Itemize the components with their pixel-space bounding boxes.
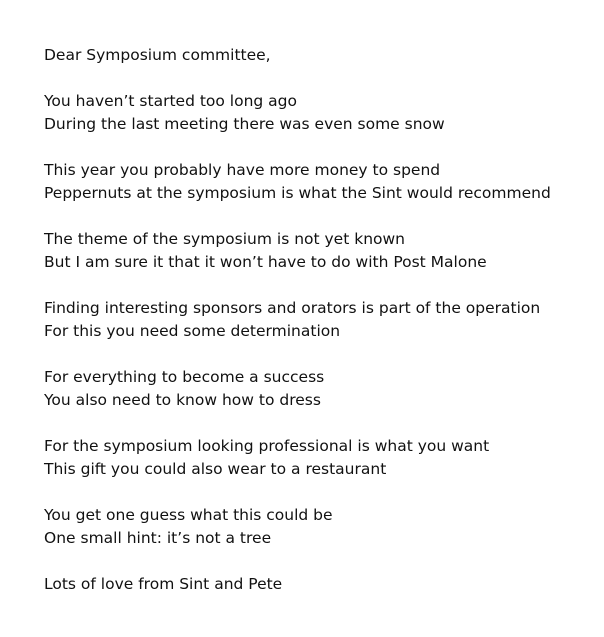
poem-line: For this you need some determination	[44, 322, 341, 340]
poem-line: You get one guess what this could be	[44, 506, 333, 524]
stanza-1	[44, 90, 596, 136]
poem-line: For everything to become a success	[44, 368, 325, 386]
poem-line: The theme of the symposium is not yet known	[44, 230, 406, 248]
poem-line: One small hint: it’s not a tree	[44, 529, 272, 547]
greeting-block	[44, 44, 596, 67]
poem-line: You also need to know how to dress	[44, 391, 321, 409]
poem-line: This year you probably have more money to spend	[44, 161, 441, 179]
poem-letter	[44, 44, 596, 596]
stanza-7	[44, 504, 596, 550]
stanza-2	[44, 159, 596, 205]
poem-line: You haven’t started too long ago	[44, 92, 298, 110]
stanza-6	[44, 435, 596, 481]
closing-block	[44, 573, 596, 596]
poem-line: This gift you could also wear to a restaurant	[44, 460, 387, 478]
stanza-4	[44, 297, 596, 343]
closing: Lots of love from Sint and Pete	[44, 575, 283, 593]
poem-line: For the symposium looking professional is what you want	[44, 437, 490, 455]
greeting: Dear Symposium committee,	[44, 46, 271, 64]
stanza-5	[44, 366, 596, 412]
poem-line: But I am sure it that it won’t have to do with Post Malone	[44, 253, 487, 271]
stanza-3	[44, 228, 596, 274]
poem-line: Peppernuts at the symposium is what the Sint would recommend	[44, 184, 551, 202]
poem-line: During the last meeting there was even some snow	[44, 115, 445, 133]
poem-line: Finding interesting sponsors and orators is part of the operation	[44, 299, 541, 317]
